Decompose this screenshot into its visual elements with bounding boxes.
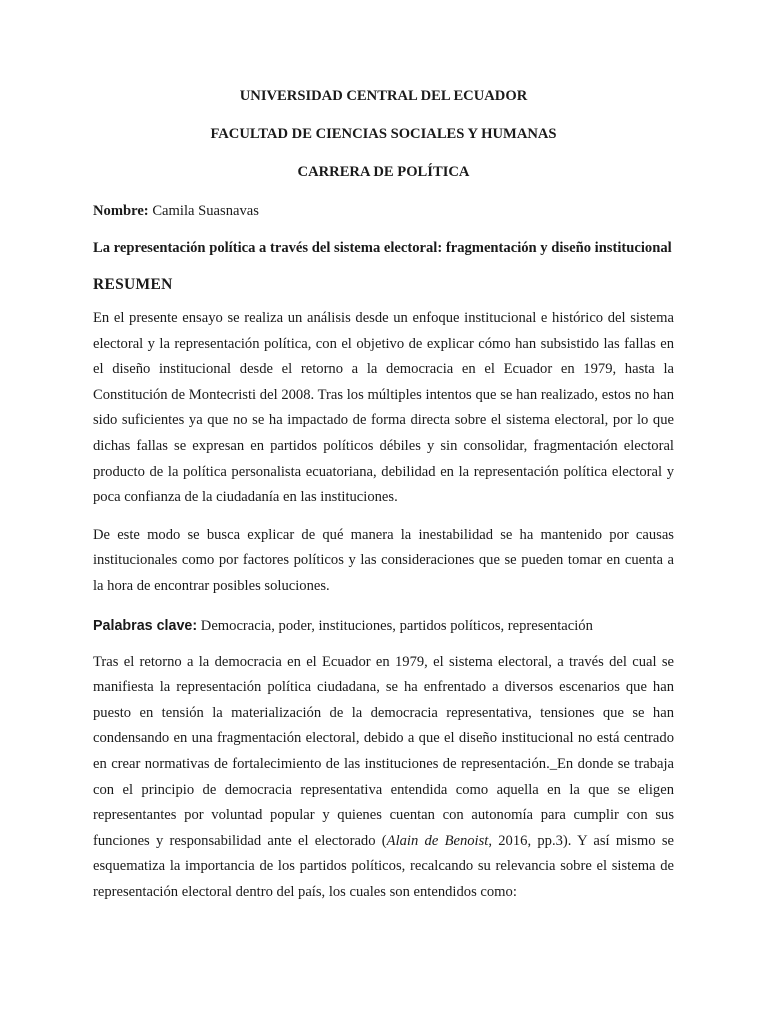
abstract-paragraph-2: De este modo se busca explicar de qué manera la inestabilidad se ha mantenido por causas institucionales como por factores políticos y las consideraciones que se pueden tomar en cuenta a la hora de encontrar posibles soluciones. bbox=[93, 526, 674, 594]
keywords-value: Democracia, poder, instituciones, partidos políticos, representación bbox=[197, 617, 593, 634]
body-text-part-2: , 2016, pp.3). Y así mismo se esquematiza la importancia de los partidos políticos, recalcando su relevancia sobre el sistema de representación electoral dentro del país, los cuales son entendidos como: bbox=[93, 832, 674, 900]
faculty-heading: FACULTAD DE CIENCIAS SOCIALES Y HUMANAS bbox=[210, 126, 557, 142]
program-heading: CARRERA DE POLÍTICA bbox=[297, 164, 470, 180]
author-line bbox=[93, 200, 674, 222]
keywords-line bbox=[93, 614, 674, 638]
author-name: Camila Suasnavas bbox=[148, 203, 259, 219]
body-text-part-1: Tras el retorno a la democracia en el Ecuador en 1979, el sistema electoral, a través del cual se manifiesta la representación política ciudadana, se ha enfrentado a diversos escenarios que han puesto en tensión la materialización de la democracia representativa, tensiones que se han condensando en una fragmentación electoral, debido a que el diseño institucional no está centrado en crear normativas de fortalecimiento de las instituciones de representación._En donde se trabaja con el principio de democracia representativa entendida como aquella en la que se eligen representantes por voluntad popular y quienes cuentan con autonomía para cumplir con sus funciones y responsabilidad ante el electorado ( bbox=[93, 653, 674, 849]
body-paragraph bbox=[93, 650, 674, 906]
abstract-heading: RESUMEN bbox=[93, 276, 173, 293]
citation-author: Alain de Benoist bbox=[386, 832, 489, 849]
keywords-label: Palabras clave: bbox=[93, 617, 198, 634]
author-label: Nombre: bbox=[93, 203, 149, 219]
university-heading: UNIVERSIDAD CENTRAL DEL ECUADOR bbox=[239, 88, 528, 104]
abstract-paragraph-1: En el presente ensayo se realiza un análisis desde un enfoque institucional e histórico del sistema electoral y la representación política, con el objetivo de explicar cómo han subsistido las fallas en el diseño institucional desde el retorno a la democracia en el Ecuador en 1979, hasta la Constitución de Montecristi del 2008. Tras los múltiples intentos que se han realizado, estos no han sido suficientes ya que no se ha impactado de forma directa sobre el sistema electoral, por lo que dichas fallas se expresan en partidos políticos débiles y sin consolidar, fragmentación electoral producto de la política personalista ecuatoriana, debilidad en la representación política electoral y poca confianza de la ciudadanía en las instituciones. bbox=[93, 310, 674, 506]
document-page bbox=[93, 82, 674, 905]
essay-title: La representación política a través del sistema electoral: fragmentación y diseño institucional bbox=[93, 240, 672, 256]
